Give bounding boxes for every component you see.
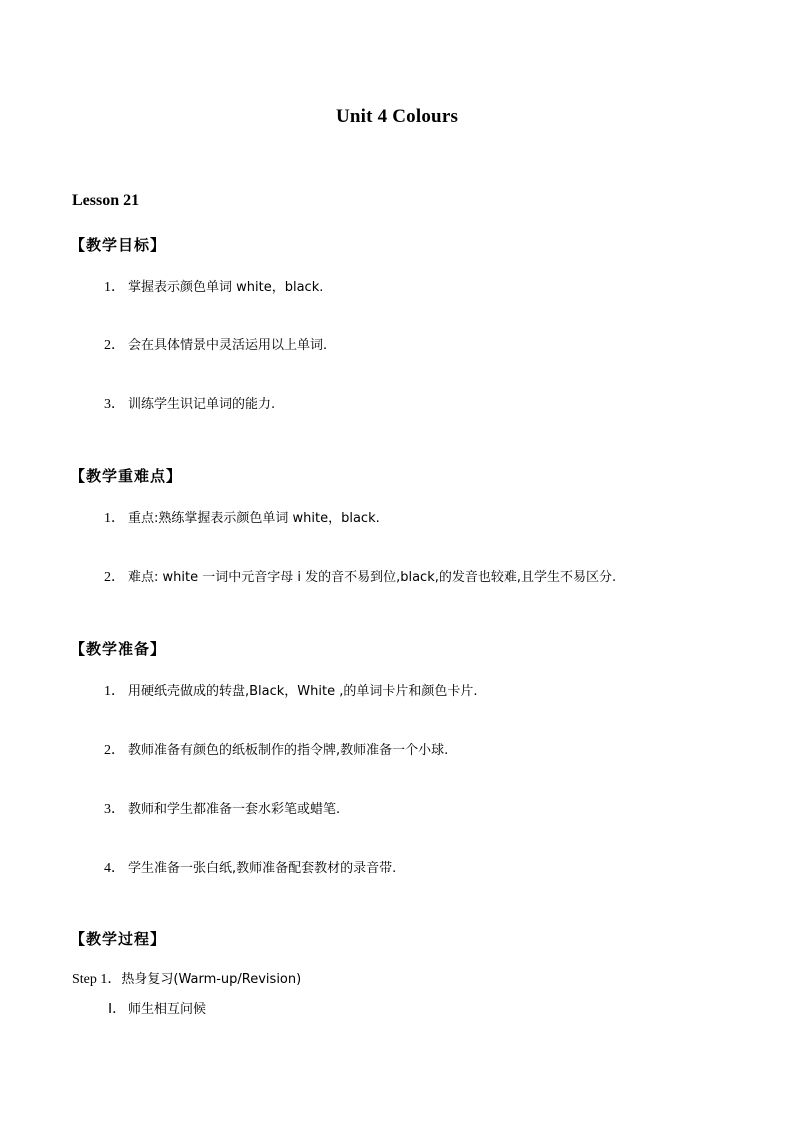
list-item: [104, 739, 448, 759]
list-item-text: 会在具体情景中灵活运用以上单词.: [128, 338, 328, 353]
list-item: [104, 798, 340, 818]
step-text: 热身复习(Warm-up/Revision): [121, 972, 302, 987]
list-item-text: 学生准备一张白纸,教师准备配套教材的录音带.: [128, 861, 397, 876]
list-item-number: 2．: [104, 743, 125, 758]
document-title: Unit 4 Colours: [335, 106, 459, 127]
list-item: [104, 276, 323, 296]
section-heading-process: 【教学过程】: [70, 930, 167, 948]
list-item-number: 1．: [104, 511, 125, 526]
list-item: [104, 393, 275, 413]
list-item-number: 2．: [104, 570, 125, 585]
section-heading-preparation: 【教学准备】: [70, 640, 167, 658]
list-item-number: 3．: [104, 802, 125, 817]
substep-line: [108, 998, 206, 1018]
section-heading-objectives: 【教学目标】: [70, 236, 167, 254]
list-item-text: 掌握表示颜色单词 white，black.: [128, 280, 324, 295]
list-item-text: 教师准备有颜色的纸板制作的指令牌,教师准备一个小球.: [128, 743, 449, 758]
list-item-number: 1．: [104, 280, 125, 295]
list-item-text: 难点: white 一词中元音字母 i 发的音不易到位,black,的发音也较难,且学生不易区分.: [128, 570, 617, 585]
list-item-number: 4．: [104, 861, 125, 876]
list-item: [104, 680, 478, 700]
list-item-text: 用硬纸壳做成的转盘,Black，White ,的单词卡片和颜色卡片.: [128, 684, 478, 699]
substep-number: Ⅰ．: [108, 1002, 127, 1017]
step-label: Step 1．: [72, 972, 122, 987]
list-item-text: 重点:熟练掌握表示颜色单词 white，black.: [128, 511, 380, 526]
list-item: [104, 334, 327, 354]
list-item: [104, 857, 396, 877]
list-item-number: 3．: [104, 397, 125, 412]
list-item-number: 1．: [104, 684, 125, 699]
list-item: [104, 566, 616, 586]
list-item: [104, 507, 380, 527]
list-item-number: 2．: [104, 338, 125, 353]
list-item-text: 教师和学生都准备一套水彩笔或蜡笔.: [128, 802, 341, 817]
substep-text: 师生相互问候: [128, 1002, 207, 1017]
list-item-text: 训练学生识记单词的能力.: [128, 397, 276, 412]
section-heading-key-points: 【教学重难点】: [70, 467, 183, 485]
lesson-label: Lesson 21: [72, 192, 140, 209]
step-line: [72, 968, 301, 988]
